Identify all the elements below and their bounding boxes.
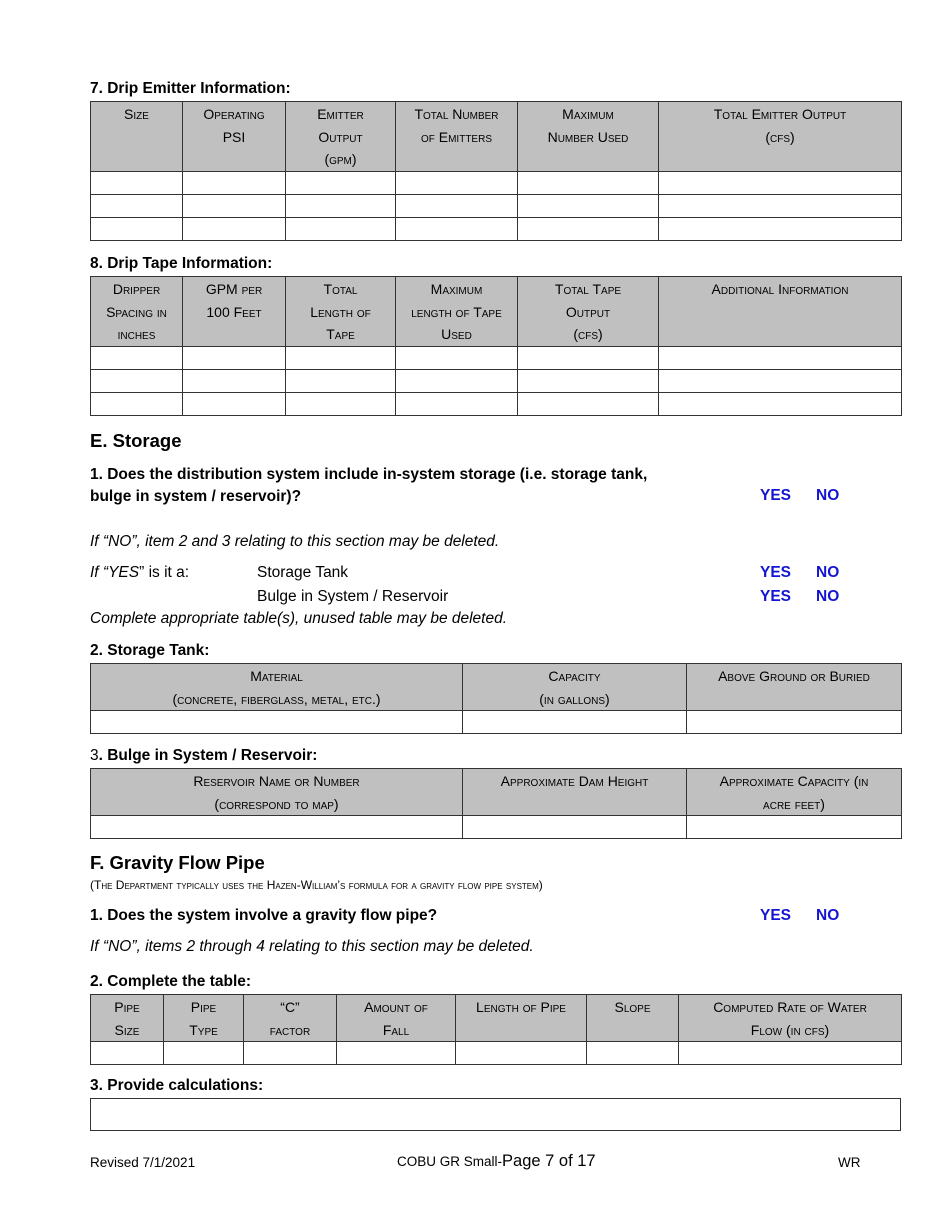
header-size [91, 102, 183, 172]
if-yes-prefix: If “YES [90, 564, 140, 581]
storage-question-line1: 1. Does the distribution system include in-system storage (i.e. storage tank, [90, 466, 648, 483]
header-line: Amount of [364, 999, 428, 1015]
header-line: GPM per [205, 281, 263, 297]
table-header-row [91, 664, 902, 711]
header-line: Maximum [430, 281, 483, 297]
storage-tank-yes[interactable]: YES [760, 564, 792, 581]
bulge-no[interactable]: NO [816, 588, 840, 605]
complete-table-title: 2. Complete the table: [90, 973, 252, 990]
table-cell[interactable] [183, 217, 286, 240]
header-computed-flow-rate [679, 995, 902, 1042]
header-line: Material [250, 668, 303, 684]
table-cell[interactable] [183, 346, 286, 369]
header-emitter-output [286, 102, 396, 172]
table-row [91, 194, 902, 217]
table-header-row [91, 277, 902, 347]
header-line: factor [269, 1021, 311, 1038]
header-above-ground-or-buried [687, 664, 902, 711]
header-line: Total Emitter Output [713, 106, 847, 122]
header-pipe-type [164, 995, 244, 1042]
header-material [91, 664, 463, 711]
header-line: (cfs) [765, 128, 795, 145]
header-gpm-per-100-feet [183, 277, 286, 347]
header-line: Operating [203, 106, 265, 122]
footer-page-number: Page 7 of 17 [502, 1152, 596, 1170]
gravity-no-option[interactable]: NO [816, 907, 840, 924]
header-line: Maximum [562, 106, 614, 122]
complete-table-note: Complete appropriate table(s), unused table may be deleted. [90, 610, 508, 627]
table-cell[interactable] [659, 194, 902, 217]
header-dam-height [463, 769, 687, 816]
gravity-note: (The Department typically uses the Hazen-William’s formula for a gravity flow pipe system) [90, 878, 543, 892]
gravity-question: 1. Does the system involve a gravity flow pipe? [90, 907, 438, 924]
header-line: Number Used [547, 128, 629, 145]
header-slope [587, 995, 679, 1042]
header-line: Output [318, 128, 363, 145]
header-reservoir-name [91, 769, 463, 816]
table-cell[interactable] [687, 816, 902, 839]
header-line: Size [124, 106, 149, 122]
table-cell[interactable] [463, 816, 687, 839]
table-cell[interactable] [518, 194, 659, 217]
header-line: Emitter [317, 106, 364, 122]
header-capacity [463, 664, 687, 711]
table-cell[interactable] [396, 217, 518, 240]
table-cell[interactable] [91, 1042, 164, 1065]
header-line: Slope [614, 999, 651, 1015]
table-cell[interactable] [91, 346, 183, 369]
header-line: 100 Feet [206, 303, 262, 320]
table-cell[interactable] [659, 369, 902, 392]
header-total-tape-output [518, 277, 659, 347]
calculations-title: 3. Provide calculations: [90, 1077, 264, 1094]
drip-emitter-title: 7. Drip Emitter Information: [90, 80, 291, 97]
table-cell[interactable] [286, 217, 396, 240]
drip-tape-table [90, 276, 902, 416]
header-line: Size [114, 1021, 140, 1038]
header-line: (correspond to map) [214, 795, 339, 812]
bulge-yes[interactable]: YES [760, 588, 792, 605]
table-cell[interactable] [286, 194, 396, 217]
table-cell[interactable] [518, 171, 659, 194]
header-line: Total [323, 281, 358, 297]
header-line: Total Tape [554, 281, 622, 297]
header-line: Type [189, 1021, 218, 1038]
table-row [91, 1042, 902, 1065]
header-additional-information [659, 277, 902, 347]
table-cell[interactable] [183, 369, 286, 392]
table-cell[interactable] [679, 1042, 902, 1065]
storage-question-line2: bulge in system / reservoir)? [90, 488, 302, 505]
footer-revised: Revised 7/1/2021 [90, 1155, 196, 1170]
table-header-row [91, 995, 902, 1042]
header-dripper-spacing [91, 277, 183, 347]
table-cell[interactable] [659, 217, 902, 240]
header-line: Flow (in cfs) [750, 1021, 830, 1038]
table-row [91, 369, 902, 392]
header-line: (in gallons) [539, 690, 610, 707]
gravity-yes-option[interactable]: YES [760, 907, 792, 924]
table-cell[interactable] [587, 1042, 679, 1065]
table-cell[interactable] [687, 711, 902, 734]
footer-code: WR [838, 1155, 861, 1170]
drip-tape-title: 8. Drip Tape Information: [90, 255, 273, 272]
header-total-emitter-output [659, 102, 902, 172]
header-line: Additional Information [711, 281, 849, 297]
header-operating-psi [183, 102, 286, 172]
table-header-row [91, 102, 902, 172]
if-yes-label [90, 564, 189, 582]
table-cell[interactable] [463, 711, 687, 734]
table-cell[interactable] [518, 217, 659, 240]
header-total-length-of-tape [286, 277, 396, 347]
if-yes-suffix: ” is it a: [139, 564, 190, 581]
header-line: inches [117, 326, 156, 342]
gravity-heading: F. Gravity Flow Pipe [90, 852, 265, 873]
table-row [91, 217, 902, 240]
footer-doc-name: COBU GR Small- [397, 1154, 503, 1169]
header-total-emitters [396, 102, 518, 172]
table-cell[interactable] [396, 346, 518, 369]
header-line: Length of [310, 303, 371, 320]
header-line: Pipe [114, 999, 140, 1015]
drip-emitter-table [90, 101, 902, 241]
header-line: of Emitters [420, 128, 492, 145]
header-line: Capacity [548, 668, 601, 684]
gravity-if-no-note: If “NO”, items 2 through 4 relating to this section may be deleted. [90, 938, 534, 955]
bulge-title [90, 747, 317, 765]
header-line: Spacing in [106, 303, 167, 320]
table-cell[interactable] [183, 392, 286, 415]
storage-tank-title: 2. Storage Tank: [90, 642, 210, 659]
table-cell[interactable] [91, 711, 463, 734]
bulge-title-text: . Bulge in System / Reservoir: [98, 747, 318, 764]
gravity-pipe-table [90, 994, 902, 1065]
header-line: Used [441, 326, 472, 342]
header-line: PSI [222, 128, 246, 145]
table-cell[interactable] [518, 346, 659, 369]
calculations-box[interactable] [90, 1098, 901, 1131]
storage-yes-option[interactable]: YES [760, 487, 792, 504]
header-line: Output [565, 303, 611, 320]
header-pipe-size [91, 995, 164, 1042]
header-line: acre feet) [763, 795, 825, 812]
table-cell[interactable] [456, 1042, 587, 1065]
table-cell[interactable] [91, 217, 183, 240]
header-line: Length of Pipe [476, 999, 566, 1015]
table-cell[interactable] [659, 392, 902, 415]
table-cell[interactable] [286, 369, 396, 392]
bulge-table [90, 768, 902, 839]
table-cell[interactable] [91, 816, 463, 839]
table-cell[interactable] [286, 392, 396, 415]
header-line: Above Ground or Buried [718, 668, 870, 684]
storage-no-option[interactable]: NO [816, 487, 840, 504]
table-cell[interactable] [396, 194, 518, 217]
table-row [91, 816, 902, 839]
table-header-row [91, 769, 902, 816]
table-cell[interactable] [659, 346, 902, 369]
option-bulge: Bulge in System / Reservoir [257, 588, 449, 605]
header-amount-of-fall [337, 995, 456, 1042]
header-line: (gpm) [324, 151, 357, 167]
header-line: (concrete, fiberglass, metal, etc.) [172, 690, 381, 707]
header-line: Dripper [112, 281, 161, 297]
table-cell[interactable] [286, 171, 396, 194]
table-cell[interactable] [286, 346, 396, 369]
table-cell[interactable] [244, 1042, 337, 1065]
bulge-title-number: 3 [90, 747, 99, 764]
table-cell[interactable] [91, 392, 183, 415]
header-line: Reservoir Name or Number [193, 773, 360, 789]
table-row [91, 711, 902, 734]
table-cell[interactable] [518, 369, 659, 392]
header-line: Tape [326, 326, 355, 342]
table-cell[interactable] [518, 392, 659, 415]
table-cell[interactable] [164, 1042, 244, 1065]
header-length-of-pipe [456, 995, 587, 1042]
header-line: Total Number [414, 106, 499, 122]
table-cell[interactable] [91, 171, 183, 194]
header-line: Fall [382, 1021, 410, 1038]
storage-tank-table [90, 663, 902, 734]
header-c-factor [244, 995, 337, 1042]
header-maximum-number-used [518, 102, 659, 172]
table-row [91, 346, 902, 369]
storage-if-no-note: If “NO”, item 2 and 3 relating to this section may be deleted. [90, 533, 500, 550]
header-line: length of Tape [411, 303, 502, 320]
header-line: Approximate Dam Height [500, 773, 649, 789]
option-storage-tank: Storage Tank [257, 564, 349, 581]
header-line: Pipe [190, 999, 217, 1015]
table-cell[interactable] [337, 1042, 456, 1065]
footer-page-info [397, 1152, 596, 1171]
header-line: Approximate Capacity (in [719, 773, 869, 789]
table-cell[interactable] [659, 171, 902, 194]
header-line: Computed Rate of Water [713, 999, 867, 1015]
table-cell[interactable] [396, 171, 518, 194]
storage-tank-no[interactable]: NO [816, 564, 840, 581]
header-line: (cfs) [573, 326, 603, 342]
table-row [91, 392, 902, 415]
table-cell[interactable] [183, 194, 286, 217]
table-cell[interactable] [91, 194, 183, 217]
table-cell[interactable] [91, 369, 183, 392]
header-maximum-length-used [396, 277, 518, 347]
storage-heading: E. Storage [90, 430, 182, 451]
table-cell[interactable] [183, 171, 286, 194]
table-cell[interactable] [396, 392, 518, 415]
table-row [91, 171, 902, 194]
header-line: “C” [280, 999, 300, 1015]
table-cell[interactable] [396, 369, 518, 392]
storage-question [90, 464, 647, 508]
header-approximate-capacity [687, 769, 902, 816]
